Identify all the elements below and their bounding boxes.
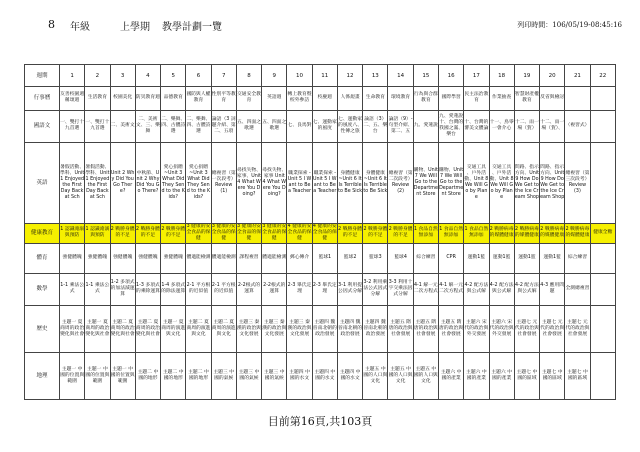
grade-number: 8: [48, 18, 55, 31]
plan-cell: 九、愛蓮說: [413, 110, 438, 142]
subject-label: 行事曆: [25, 87, 60, 111]
plan-cell: 一、雙打十九首選: [85, 110, 110, 142]
plan-cell: 郵心傳介: [287, 244, 312, 274]
week-header-5: 5: [161, 65, 186, 87]
plan-cell: 2 戰勝身體的不足: [110, 223, 135, 243]
plan-cell: 1-1 乘法公式: [85, 273, 110, 305]
week-header-22: 22: [590, 65, 615, 87]
subject-row: [25, 142, 616, 223]
plan-cell: 暑假活動、學科、Unit 1 Enjoyed the First Day Back at Sch: [85, 142, 110, 223]
plan-cell: 2 戰勝病毒的媒體健康: [540, 223, 565, 243]
plan-cell: 2 戰勝病毒的媒體健康: [489, 223, 514, 243]
subject-label: 健康教育: [25, 223, 60, 243]
subject-row: [25, 110, 616, 142]
week-header-18: 18: [489, 65, 514, 87]
plan-cell: 國防與人權教育: [186, 87, 211, 111]
plan-cell: 主題三 中國的氣候: [211, 352, 236, 399]
plan-cell: 1 食品自然無添加: [413, 223, 438, 243]
plan-cell: 籃球2: [337, 244, 362, 274]
plan-cell: 交通工具 、戶外活動、Unit 8 We Will Go by Plane: [489, 142, 514, 223]
plan-cell: 問路、指示方向、Unit 9 How Do We Get to the Ice Cream Shop: [514, 142, 539, 223]
plan-cell: 主題七 中國的區域: [540, 352, 565, 399]
subject-row: [25, 87, 616, 111]
plan-cell: 主題一 中國的位置與範圍: [85, 352, 110, 399]
week-header-15: 15: [413, 65, 438, 87]
plan-cell: 3 健康的安全食品的保健: [211, 223, 236, 243]
page-header: [0, 0, 640, 46]
plan-cell: 3 健康的安全食品的保健: [186, 223, 211, 243]
plan-cell: 運動1籃: [464, 244, 489, 274]
teaching-plan-table: [24, 64, 616, 400]
plan-cell: 主題二 夏商周的演進與文化: [211, 305, 236, 352]
plan-cell: 主題一 夏商周的演進與文化: [161, 305, 186, 352]
plan-cell: 反省與檢討: [540, 87, 565, 111]
subject-label: 體育: [25, 244, 60, 274]
plan-cell: 2 戰勝身體的不足: [337, 223, 362, 243]
plan-cell: 英語週: [262, 87, 287, 111]
plan-cell: 主題三 秦漢的政治與文化發展: [236, 305, 261, 352]
plan-cell: 4 健康的安全食品的保健: [287, 223, 312, 243]
plan-cell: 主題四 中國的水文: [287, 352, 312, 399]
plan-cell: 主題二 夏商周的政治變化與社會: [110, 305, 135, 352]
plan-cell: 2 戰勝身體的不足: [135, 223, 160, 243]
plan-cell: 綜合練習: [565, 244, 590, 274]
plan-cell: 愛心捐贈 ~Unit 3 What Did They Send to the Kids?: [161, 142, 186, 223]
plan-cell: 十、台灣的審美文體論: [464, 110, 489, 142]
subject-row: [25, 305, 616, 352]
plan-cell: 五、四面之歌選: [262, 110, 287, 142]
plan-cell: 環境教育: [388, 87, 413, 111]
plan-cell: 體適能檢測: [186, 244, 211, 274]
plan-cell: 3-3 利用十字交乘法因式分解: [388, 273, 413, 305]
plan-cell: 主題七 元代的政治與社會發展: [540, 305, 565, 352]
plan-cell: 1-2 多項式的加法減運算: [110, 273, 135, 305]
plan-cell: 1 認識淹溺與預防: [60, 223, 85, 243]
plan-cell: [565, 87, 590, 111]
plan-cell: 主題六 中國的產業: [489, 352, 514, 399]
plan-cell: 主題四 中國的水文: [337, 352, 362, 399]
plan-cell: 強健體魄: [110, 244, 135, 274]
plan-cell: 課程複習: [236, 244, 261, 274]
plan-cell: 交通工具 、戶外活動、Unit 8 We Will Go by Plane: [464, 142, 489, 223]
week-header-8: 8: [236, 65, 261, 87]
plan-cell: Unit 2 Why Did You Go There?: [110, 142, 135, 223]
week-header-4: 4: [135, 65, 160, 87]
week-header-13: 13: [363, 65, 388, 87]
plan-cell: 強健體魄: [60, 244, 85, 274]
plan-cell: 校慶週: [312, 87, 337, 111]
plan-cell: 主題六 中國的產業: [438, 352, 463, 399]
plan-cell: 身體健康 ~Unit 6 It Is Terrible to Be Sick: [363, 142, 388, 223]
plan-cell: 主題二 中國的地形: [186, 352, 211, 399]
week-header-1: 1: [60, 65, 85, 87]
plan-cell: [590, 305, 615, 352]
plan-cell: 九、愛蓮說十、台灣的我國之滿、樂台: [438, 110, 463, 142]
week-header-9: 9: [262, 65, 287, 87]
plan-cell: 性別平等教育: [211, 87, 236, 111]
plan-cell: 主題七 中國的區域: [514, 352, 539, 399]
plan-cell: 主題五 隋唐的政治與社會發展: [388, 305, 413, 352]
plan-cell: 購物、Unit 7 We Will Go to the Department Store: [413, 142, 438, 223]
plan-cell: 4-1 解一元二次方程式: [438, 273, 463, 305]
plan-cell: 七、運動家的風度八、性傳之旅: [337, 110, 362, 142]
subject-label: 歷史: [25, 305, 60, 352]
plan-cell: 國際學習: [438, 87, 463, 111]
plan-cell: 主題四 魏晉南北朝的政治發展: [337, 305, 362, 352]
week-header-12: 12: [337, 65, 362, 87]
plan-cell: 生活教育: [85, 87, 110, 111]
plan-cell: 行為與合群教育: [413, 87, 438, 111]
plan-cell: 2-1 平方根的近似值: [211, 273, 236, 305]
plan-cell: 二、樂舞、四、古體詩選: [161, 110, 186, 142]
plan-cell: 主題二 中國的地形: [135, 352, 160, 399]
plan-cell: 主題六 中國的產業: [464, 352, 489, 399]
plan-cell: [590, 244, 615, 274]
week-header-17: 17: [464, 65, 489, 87]
plan-cell: 友善校園週 稱頌週: [60, 87, 85, 111]
plan-cell: 智慧財產權教育: [514, 87, 539, 111]
plan-cell: [590, 273, 615, 305]
plan-cell: 強健體魄: [85, 244, 110, 274]
plan-cell: 1 認識淹溺與預防: [85, 223, 110, 243]
plan-cell: 主題一 中國的位置與範圍: [110, 352, 135, 399]
plan-cell: 七、運動家的風度: [312, 110, 337, 142]
plan-cell: 2 戰勝身體的不足: [388, 223, 413, 243]
plan-cell: 主題四 魏晉南北朝的政治發展: [363, 305, 388, 352]
page-indicator: 目前第16頁,共103頁: [267, 415, 373, 428]
plan-cell: 七、良馬對: [287, 110, 312, 142]
subject-label: 數學: [25, 273, 60, 305]
plan-cell: 總複習（第一次段考）Review (1): [211, 142, 236, 223]
week-header-6: 6: [186, 65, 211, 87]
plan-cell: 校園美化: [110, 87, 135, 111]
subject-row: [25, 273, 616, 305]
plan-cell: 1-1 乘法公式: [60, 273, 85, 305]
semester-label: 上學期: [120, 22, 150, 33]
plan-cell: 主題五 中國的人口與文化: [413, 352, 438, 399]
plan-cell: 3 健康的安全食品的保健: [236, 223, 261, 243]
plan-cell: 主題一 中國的位置與範圍: [60, 352, 85, 399]
plan-cell: 強健體魄: [161, 244, 186, 274]
plan-cell: 主題二 夏商周的演進與文化: [186, 305, 211, 352]
week-header-19: 19: [514, 65, 539, 87]
plan-cell: 主題七 中國的區域: [565, 352, 590, 399]
week-header-3: 3: [110, 65, 135, 87]
plan-cell: 3-1 利用提公因式分解: [337, 273, 362, 305]
subject-label: 地理: [25, 352, 60, 399]
print-time-label: 列印時間：: [517, 21, 553, 29]
plan-cell: 購物、Unit 7 We Will Go to the Department Store: [438, 142, 463, 223]
plan-cell: 十二、雨一場（賀）、: [540, 110, 565, 142]
plan-cell: 職業探索 - Unit 5 I Want to Be a Teacher: [312, 142, 337, 223]
plan-cell: CPR: [438, 244, 463, 274]
plan-cell: 尋找失物、家事、Unit 4 What Were You Doing?: [236, 142, 261, 223]
plan-cell: 運動1籃: [514, 244, 539, 274]
plan-cell: 2 戰勝病毒的媒體健康: [514, 223, 539, 243]
plan-cell: 主題六 宋代的政治與外交發展: [489, 305, 514, 352]
week-header-11: 11: [312, 65, 337, 87]
grade-label: 年級: [70, 22, 90, 33]
plan-cell: 4 健康的安全食品的保健: [312, 223, 337, 243]
subject-row: [25, 352, 616, 399]
plan-cell: （複習式）: [565, 110, 590, 142]
plan-cell: 主題五 隋唐的政治與社會發展: [438, 305, 463, 352]
week-header-2: 2: [85, 65, 110, 87]
plan-cell: 十二、雨一場（賀）: [514, 110, 539, 142]
plan-cell: 全測總複習: [565, 273, 590, 305]
plan-cell: [590, 110, 615, 142]
plan-cell: 4-1 解一元二次方程式: [413, 273, 438, 305]
plan-cell: 轉上教育暨校外參訪: [287, 87, 312, 111]
plan-cell: 民主法治教育: [464, 87, 489, 111]
plan-cell: 體適能檢測: [262, 244, 287, 274]
plan-cell: 職業探索 - Unit 5 I Want to Be a Teacher: [287, 142, 312, 223]
plan-cell: 籃球1: [312, 244, 337, 274]
plan-cell: 中秋節、Unit 2 Why Did You Go There?: [135, 142, 160, 223]
plan-cell: 主題一 夏商周的政治變化與社會: [85, 305, 110, 352]
plan-cell: 總複習（第三次段考）Review (3): [565, 142, 590, 223]
plan-cell: 主題四 中國的水文: [312, 352, 337, 399]
plan-cell: [590, 142, 615, 223]
plan-cell: 主題三 秦漢的政治與文化發展: [287, 305, 312, 352]
plan-cell: 愛心捐贈 ~Unit 3 What Did They Send to the Kids?: [186, 142, 211, 223]
print-time: [517, 20, 622, 30]
plan-cell: 主題七 元代的政治與社會發展: [514, 305, 539, 352]
plan-cell: 2-2根式的運算: [262, 273, 287, 305]
plan-cell: 2 戰勝病毒的媒體健康: [565, 223, 590, 243]
plan-cell: 主題五 中國的人口與文化: [363, 352, 388, 399]
plan-cell: 2-1 平方根的近似值: [186, 273, 211, 305]
plan-cell: 主題五 隋唐的政治與社會發展: [413, 305, 438, 352]
plan-cell: 4-2 配方法與公式解: [489, 273, 514, 305]
plan-cell: 交通安全教育: [236, 87, 261, 111]
plan-cell: 主題三 中國的氣候: [262, 352, 287, 399]
plan-cell: 主題三 中國的氣候: [236, 352, 261, 399]
plan-cell: 1-3 多項式的乘除運算: [135, 273, 160, 305]
plan-cell: 身體健康 ~Unit 6 It Is Terrible to Be Sick: [337, 142, 362, 223]
plan-cell: 二、美術文、三、樂舞: [135, 110, 160, 142]
week-column-header: 週期: [25, 65, 60, 87]
plan-cell: 尋找失物、家事 Unit 4 What Were You Doing?: [262, 142, 287, 223]
week-header-21: 21: [565, 65, 590, 87]
week-header-7: 7: [211, 65, 236, 87]
plan-cell: 2-2根式的運算: [236, 273, 261, 305]
plan-cell: 2 戰勝身體的不足: [363, 223, 388, 243]
subject-label: 國語文: [25, 110, 60, 142]
plan-cell: 二、美術文: [110, 110, 135, 142]
page-title: 教學計劃一覽: [162, 22, 222, 33]
plan-cell: 主題五 中國的人口與文化: [388, 352, 413, 399]
plan-cell: 十一、鳥零一會介心: [489, 110, 514, 142]
plan-cell: 2 戰勝身體的不足: [161, 223, 186, 243]
plan-cell: 健康全糖: [590, 223, 615, 243]
plan-cell: 3 健康的安全食品的保健: [262, 223, 287, 243]
plan-cell: 4-2 配方法與公式解: [514, 273, 539, 305]
plan-cell: 強健體魄: [135, 244, 160, 274]
plan-cell: 主題二 夏商周的政治變化與社會: [135, 305, 160, 352]
plan-cell: [590, 352, 615, 399]
plan-cell: 主題二 中國的地形: [161, 352, 186, 399]
plan-cell: 主題一 夏商周的政治變化與社會: [60, 305, 85, 352]
subject-row: [25, 244, 616, 274]
plan-cell: 籃球4: [388, 244, 413, 274]
plan-cell: 1 食品自然無添加: [438, 223, 463, 243]
plan-cell: 綜合練習: [413, 244, 438, 274]
plan-cell: 論語（9）-句型介紹、第二、五: [388, 110, 413, 142]
plan-cell: 五、四面之歌選: [236, 110, 261, 142]
week-header-10: 10: [287, 65, 312, 87]
plan-cell: 論語（3 詞題介紹、第二、五項: [211, 110, 236, 142]
plan-cell: 主題六 宋代的政治與外交發展: [464, 305, 489, 352]
plan-cell: 主題三 秦漢的政治與文化發展: [262, 305, 287, 352]
plan-cell: 作業抽查: [489, 87, 514, 111]
plan-cell: 主題四 魏晉南北朝的政治發展: [312, 305, 337, 352]
plan-cell: [590, 87, 615, 111]
print-time-value: 106/05/19-08:45:16: [552, 21, 622, 29]
plan-cell: 3-2 利用乘法公式因式分解: [363, 273, 388, 305]
plan-cell: 問路、指示方向、Unit 9 How Do We Get to the Ice Cream Shop: [540, 142, 565, 223]
plan-cell: 生命教育: [363, 87, 388, 111]
plan-cell: 主題七 元代的政治與社會發展: [565, 305, 590, 352]
plan-cell: 2-3 畢氏定理: [287, 273, 312, 305]
plan-cell: 防災教育週: [135, 87, 160, 111]
plan-cell: 2-3 畢氏定理: [312, 273, 337, 305]
subject-row: [25, 223, 616, 243]
plan-cell: 1-4 多項式的除法運算: [161, 273, 186, 305]
week-header-16: 16: [438, 65, 463, 87]
plan-cell: 暑假活動、學科、Unit 1 Enjoyed the First Day Back at Sch: [60, 142, 85, 223]
week-header-20: 20: [540, 65, 565, 87]
plan-cell: 品德教育: [161, 87, 186, 111]
subject-label: 英語: [25, 142, 60, 223]
plan-cell: 總複習（第二次段考）Review (2): [388, 142, 413, 223]
plan-cell: 運動1籃: [540, 244, 565, 274]
table-header-row: [25, 65, 616, 87]
plan-cell: 人係規畫: [337, 87, 362, 111]
plan-cell: 4-2 配方法與公式解: [464, 273, 489, 305]
week-header-14: 14: [388, 65, 413, 87]
plan-cell: 論語（3）二、五、樂台: [363, 110, 388, 142]
plan-cell: 1 食品自然無添加: [464, 223, 489, 243]
plan-cell: 二、樂舞、四、古體詩選: [186, 110, 211, 142]
plan-cell: 體適能檢測: [211, 244, 236, 274]
plan-cell: 一、雙打十九首選: [60, 110, 85, 142]
plan-cell: 4-3 應用問題: [540, 273, 565, 305]
plan-cell: 籃球3: [363, 244, 388, 274]
plan-cell: 運動1籃: [489, 244, 514, 274]
